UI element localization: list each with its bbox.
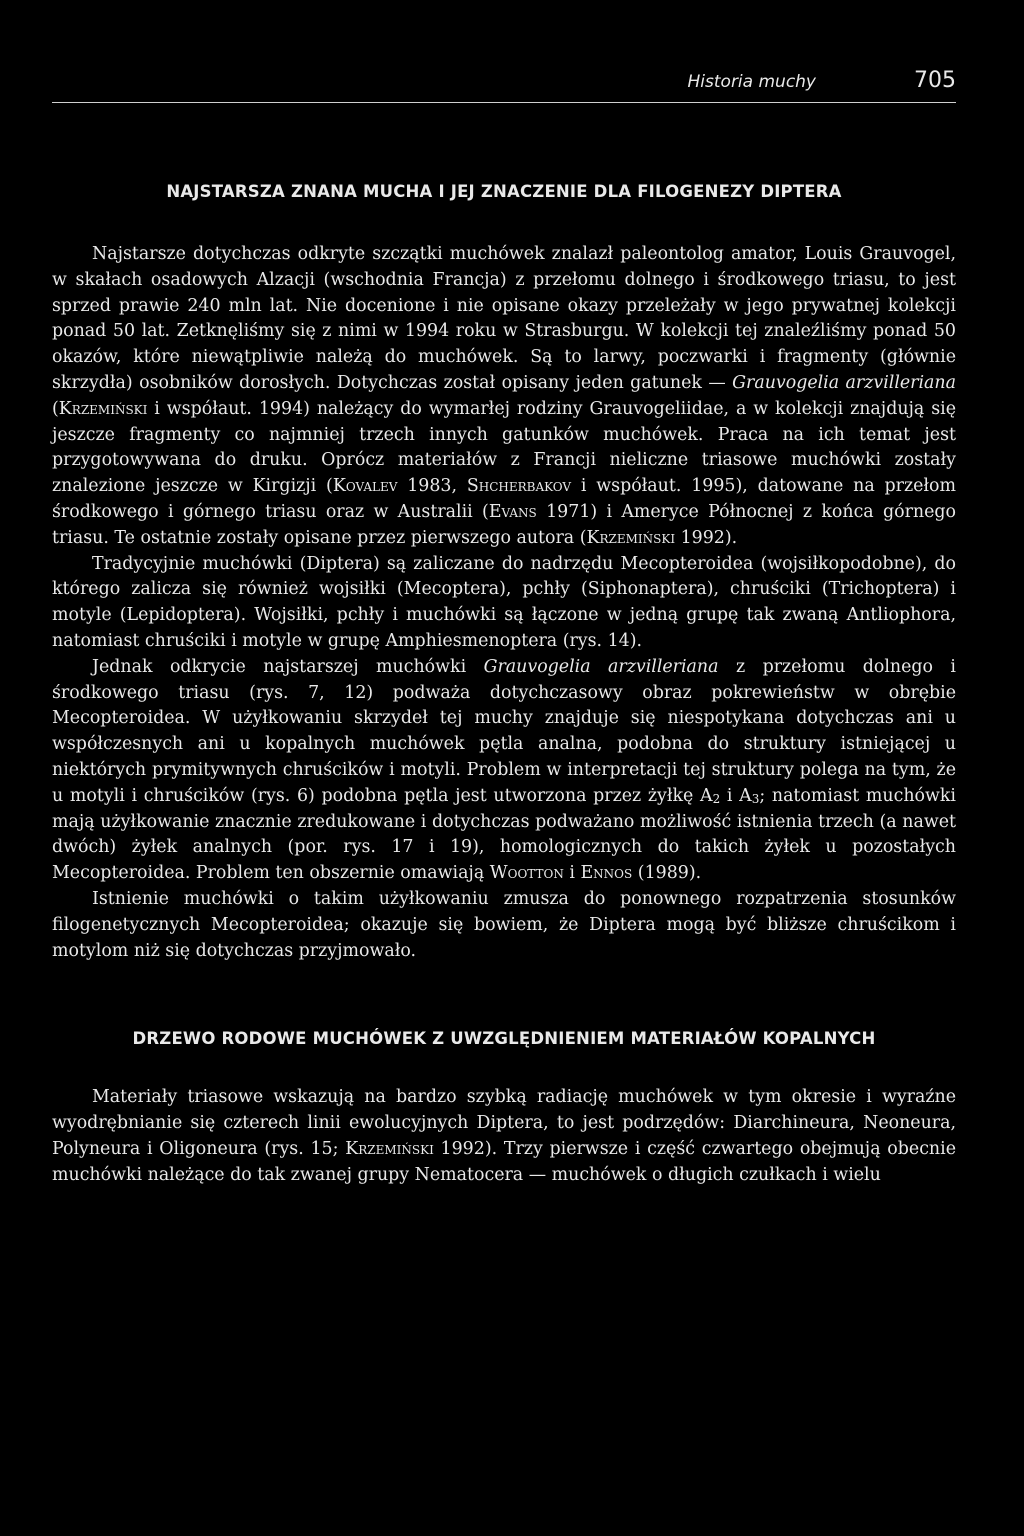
text-run: 1992). Trzy pierwsze i część czwartego obejmują obecnie muchówki należące do tak zwanej grupy Nematocera — muchówek o długich czułkach i wielu <box>52 1138 956 1185</box>
page-content <box>52 180 956 1189</box>
section-heading-family-tree: DRZEWO RODOWE MUCHÓWEK Z UWZGLĘDNIENIEM MATERIAŁÓW KOPALNYCH <box>132 1029 876 1049</box>
author-name: Shcherbakov <box>466 476 572 497</box>
author-name: Krzemiński <box>58 398 148 419</box>
paragraph-triassic-radiation <box>52 1085 956 1188</box>
page-header <box>52 70 956 103</box>
author-name: Ennos <box>580 863 633 884</box>
text-run: 1992). <box>675 527 738 548</box>
author-name: Krzemiński <box>586 527 676 548</box>
text-run: Jednak odkrycie najstarszej muchówki <box>92 656 484 677</box>
text-run: i A <box>720 785 752 806</box>
text-run: (1989). <box>632 863 702 884</box>
text-run: Materiały triasowe wskazują na bardzo szybką radiację muchówek w tym okresie i wyraźne wyodrębnianie się czterech linii ewolucyjnych Diptera, to jest podrzędów: Diarchineura, Neoneura, Polyneura i Oligoneura (rys. 15; <box>52 1087 956 1159</box>
paragraph-discovery-implications <box>52 655 956 887</box>
text-run: Najstarsze dotychczas odkryte szczątki muchówek znalazł paleontolog amator, Louis Grauvogel, w skałach osadowych Alzacji (wschodnia Francja) z przełomu dolnego i środkowego triasu, to jest sprzed prawie 240 mln lat. Nie docenione i nie opisane okazy przeleżały w jego prywatnej kolekcji ponad 50 lat. Zetknęliśmy się z nimi w 1994 roku w Strasburgu. W kolekcji tej znaleźliśmy ponad 50 okazów, które niewątpliwie należą do muchówek. Są to larwy, poczwarki i fragmenty (głównie skrzydła) osobników dorosłych. Dotychczas został opisany jeden gatunek — <box>52 244 956 393</box>
species-name: Grauvogelia arzvilleriana <box>483 656 719 677</box>
vein-subscript: 2 <box>712 791 721 806</box>
paragraph-oldest-remains <box>52 242 956 552</box>
page-number: 705 <box>914 68 956 93</box>
text-run: z przełomu dolnego i środkowego triasu (rys. 7, 12) podważa dotychczasowy obraz pokrewieństw w obrębie Mecopteroidea. W użyłkowaniu skrzydeł tej muchy znajduje się niespotykana dotychczas ani u współczesnych ani u kopalnych muchówek pętla analna, podobna do struktury istniejącej u niektórych prymitywnych chruścików i motyli. Problem w interpretacji tej struktury polega na tym, że u motyli i chruścików (rys. 6) podobna pętla jest utworzona przez żyłkę A <box>52 656 956 806</box>
author-name: Krzemiński <box>345 1138 434 1159</box>
author-name: Evans <box>488 501 537 522</box>
text-run: 1971) i Ameryce Północnej z końca górnego triasu. Te ostatnie zostały opisane przez pierwszego autora ( <box>52 501 957 548</box>
section-heading-oldest-fly: NAJSTARSZA ZNANA MUCHA I JEJ ZNACZENIE DLA FILOGENEZY DIPTERA <box>166 182 842 201</box>
text-run: ; natomiast muchówki mają użyłkowanie znacznie zredukowane i dotychczas podważano możliwość istnienia trzech (a nawet dwóch) żyłek analnych (por. rys. 17 i 19), homologicznych do takich żyłek u pozostałych Mecopteroidea. Problem ten obszernie omawiają <box>52 785 956 884</box>
running-title: Historia muchy <box>687 72 816 92</box>
text-run: i współaut. 1995), datowane na przełom środkowego i górnego triasu oraz w Australii ( <box>52 476 956 522</box>
text-run: ( <box>52 398 59 419</box>
author-name: Wootton <box>489 863 564 884</box>
author-name: Kovalev <box>332 476 398 497</box>
text-run: i współaut. 1994) należący do wymarłej rodziny Grauvogeliidae, a w kolekcji znajdują się jeszcze fragmenty co najmniej trzech innych gatunków muchówek. Praca na ich temat jest przygotowywana do druku. Oprócz materiałów z Francji nieliczne triasowe muchówki zostały znalezione jeszcze w Kirgizji ( <box>52 398 956 497</box>
text-run: 1983, <box>397 476 467 497</box>
text-run: i <box>563 863 581 884</box>
paragraph-phylogenetic-relations: Istnienie muchówki o takim użyłkowaniu zmusza do ponownego rozpatrzenia stosunków filogenetycznych Mecopteroidea; okazuje się bowiem, że Diptera mogą być bliższe chruścikom i motylom niż się dotychczas przyjmowało. <box>52 888 956 961</box>
paragraph-traditional-classification: Tradycyjnie muchówki (Diptera) są zaliczane do nadrzędu Mecopteroidea (wojsiłkopodobne), do którego zalicza się również wojsiłki (Mecoptera), pchły (Siphonaptera), chruściki (Trichoptera) i motyle (Lepidoptera). Wojsiłki, pchły i muchówki są łączone w jedną grupę tak zwaną Antliophora, natomiast chruściki i motyle w grupę Amphiesmenoptera (rys. 14). <box>52 553 956 651</box>
vein-subscript: 3 <box>751 791 760 806</box>
species-name: Grauvogelia arzvilleriana <box>732 372 956 393</box>
